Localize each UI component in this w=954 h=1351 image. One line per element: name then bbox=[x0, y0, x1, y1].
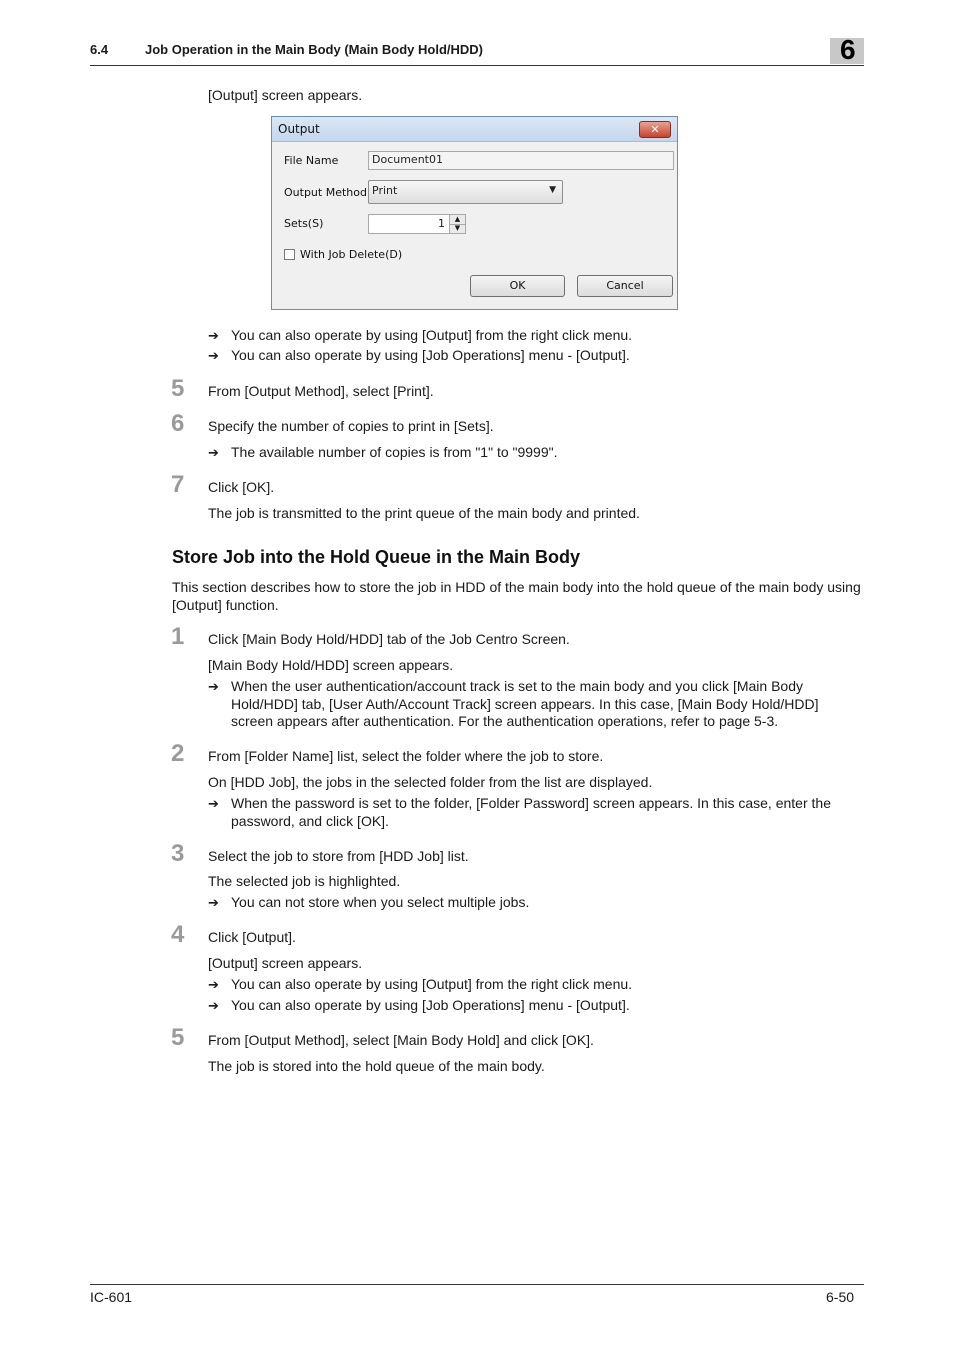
step-text: Click [Main Body Hold/HDD] tab of the Job Centro Screen. bbox=[208, 631, 570, 647]
footer-page-number: 6-50 bbox=[826, 1289, 855, 1305]
step-number: 5 bbox=[171, 1024, 185, 1051]
spin-down-icon[interactable]: ▼ bbox=[454, 224, 461, 232]
step-number: 7 bbox=[171, 471, 185, 498]
step-text: Click [OK]. bbox=[208, 479, 275, 495]
arrow-icon: ➔ bbox=[208, 796, 219, 811]
step-result: [Output] screen appears. bbox=[208, 955, 363, 971]
output-method-select[interactable] bbox=[368, 180, 563, 204]
chapter-number: 6 bbox=[840, 34, 856, 65]
step-text: From [Output Method], select [Print]. bbox=[208, 383, 434, 399]
with-job-delete-label: With Job Delete(D) bbox=[300, 248, 403, 261]
section-description: This section describes how to store the job in HDD of the main body into the hold queue of the main body using [Output] function. bbox=[172, 579, 861, 613]
step-number: 1 bbox=[171, 623, 185, 650]
arrow-icon: ➔ bbox=[208, 445, 219, 460]
step-number: 5 bbox=[171, 375, 185, 402]
step-note: You can also operate by using [Job Operations] menu - [Output]. bbox=[231, 997, 630, 1013]
step-result: On [HDD Job], the jobs in the selected folder from the list are displayed. bbox=[208, 774, 653, 790]
section-title: Job Operation in the Main Body (Main Body Hold/HDD) bbox=[145, 42, 483, 57]
arrow-icon: ➔ bbox=[208, 977, 219, 992]
output-dialog bbox=[271, 116, 678, 310]
arrow-icon: ➔ bbox=[208, 679, 219, 694]
cancel-button[interactable]: Cancel bbox=[577, 275, 673, 297]
file-name-field[interactable]: Document01 bbox=[368, 151, 674, 170]
spin-buttons[interactable] bbox=[449, 215, 465, 233]
sets-stepper[interactable] bbox=[368, 214, 466, 234]
dialog-title: Output bbox=[278, 122, 320, 136]
arrow-icon: ➔ bbox=[208, 348, 219, 363]
step-number: 3 bbox=[171, 840, 185, 867]
close-icon[interactable]: ✕ bbox=[639, 121, 671, 138]
step-note: You can not store when you select multiple jobs. bbox=[231, 894, 530, 910]
section-heading: Store Job into the Hold Queue in the Main Body bbox=[172, 547, 581, 567]
step-number: 2 bbox=[171, 740, 185, 767]
step-result: The job is stored into the hold queue of the main body. bbox=[208, 1058, 545, 1074]
output-method-value: Print bbox=[372, 184, 398, 197]
spin-up-icon[interactable]: ▲ bbox=[450, 215, 465, 225]
with-job-delete-checkbox[interactable] bbox=[284, 249, 295, 260]
step-text: From [Folder Name] list, select the folder where the job to store. bbox=[208, 748, 604, 764]
section-number: 6.4 bbox=[90, 42, 109, 57]
step-number: 6 bbox=[171, 410, 185, 437]
header-rule bbox=[90, 65, 864, 66]
arrow-icon: ➔ bbox=[208, 998, 219, 1013]
step-result: The selected job is highlighted. bbox=[208, 873, 401, 889]
step-note: The available number of copies is from "1" to "9999". bbox=[231, 444, 558, 460]
note-job-operations: You can also operate by using [Job Operations] menu - [Output]. bbox=[231, 347, 630, 363]
footer-rule bbox=[90, 1284, 864, 1285]
arrow-icon: ➔ bbox=[208, 328, 219, 343]
output-method-label: Output Method bbox=[284, 186, 367, 199]
footer-model: IC-601 bbox=[90, 1289, 133, 1305]
ok-button[interactable]: OK bbox=[470, 275, 565, 297]
step-note: When the password is set to the folder, [Folder Password] screen appears. In this case, enter the password, and click [OK]. bbox=[231, 795, 831, 829]
arrow-icon: ➔ bbox=[208, 895, 219, 910]
step-text: Specify the number of copies to print in [Sets]. bbox=[208, 418, 494, 434]
step-result: The job is transmitted to the print queue of the main body and printed. bbox=[208, 505, 640, 521]
chevron-down-icon: ▼ bbox=[549, 185, 556, 195]
step-text: Click [Output]. bbox=[208, 929, 296, 945]
sets-label: Sets(S) bbox=[284, 217, 324, 230]
file-name-label: File Name bbox=[284, 154, 339, 167]
note-right-click: You can also operate by using [Output] from the right click menu. bbox=[231, 327, 633, 343]
step-note: When the user authentication/account track is set to the main body and you click [Main Body Hold/HDD] tab, [User Auth/Account Track] screen appears. In this case, [Main Body Hold/HDD] screen appears after authentication. For the authentication operations, refer to page 5-3. bbox=[231, 678, 819, 729]
step-number: 4 bbox=[171, 921, 185, 948]
intro-line: [Output] screen appears. bbox=[208, 87, 363, 103]
sets-value: 1 bbox=[438, 217, 445, 230]
dialog-titlebar bbox=[272, 117, 677, 142]
step-result: [Main Body Hold/HDD] screen appears. bbox=[208, 657, 454, 673]
step-text: Select the job to store from [HDD Job] list. bbox=[208, 848, 469, 864]
step-note: You can also operate by using [Output] from the right click menu. bbox=[231, 976, 633, 992]
step-text: From [Output Method], select [Main Body Hold] and click [OK]. bbox=[208, 1032, 594, 1048]
